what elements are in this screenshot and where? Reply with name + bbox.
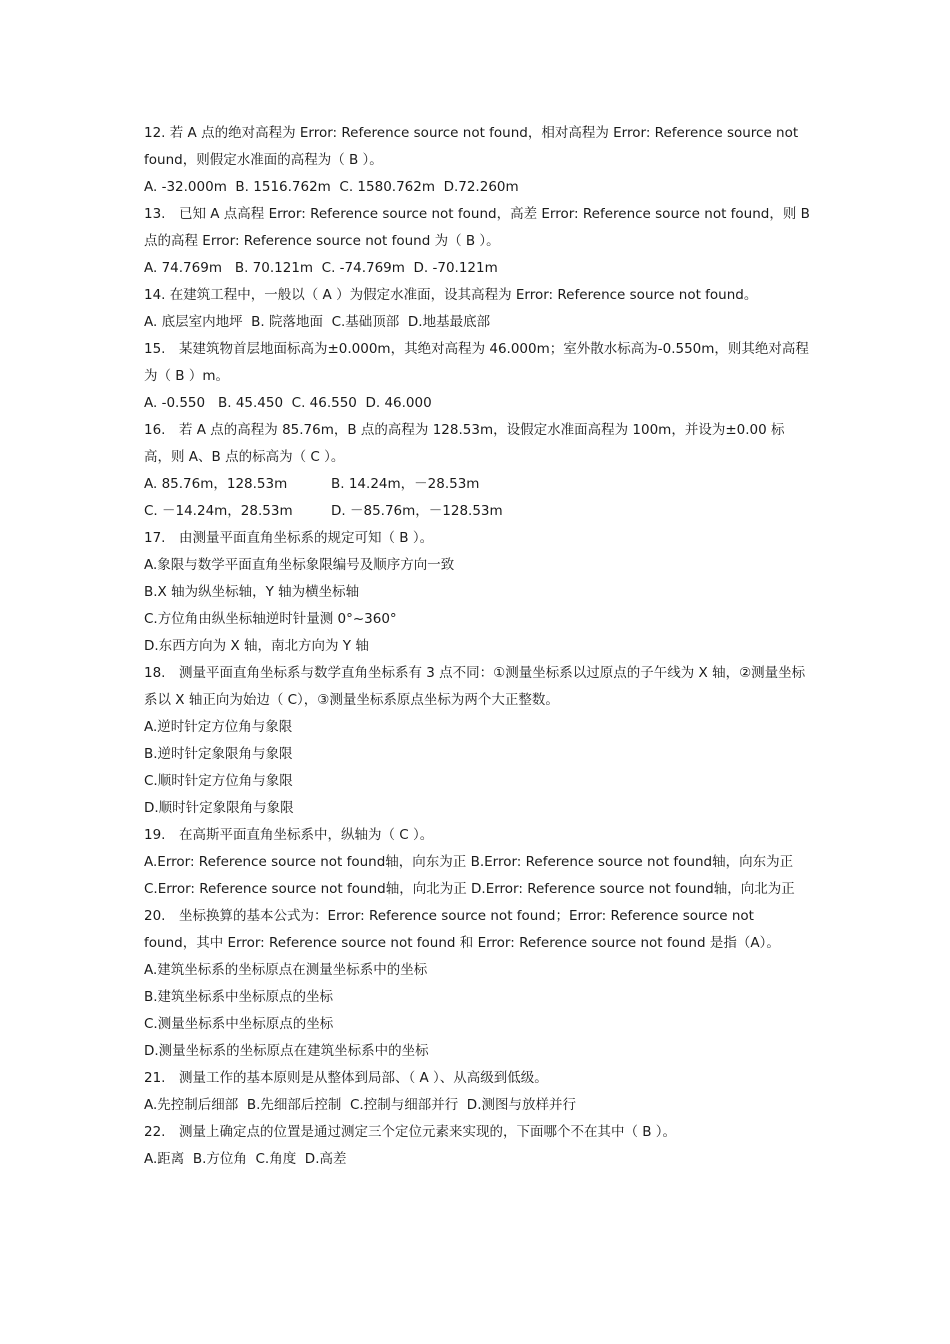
question-list: [144, 120, 810, 1173]
question-16-option-c: C. －14.24m，28.53m: [144, 503, 293, 519]
question-16-options-row-1: [144, 471, 810, 498]
question-17-option-a: A.象限与数学平面直角坐标象限编号及顺序方向一致: [144, 557, 455, 573]
question-19-options: A.Error: Reference source not found轴，向东为正 B.Error: Reference source not found轴，向东为正 C.Error: Reference source not found轴，向北为正 D.Error: Reference source not found轴，向北为正: [144, 854, 795, 897]
question-16-option-d: D. －85.76m，－128.53m: [331, 503, 503, 519]
question-16-option-a: A. 85.76m，128.53m: [144, 476, 288, 492]
question-15-options: A. -0.550 B. 45.450 C. 46.550 D. 46.000: [144, 395, 432, 411]
question-15-stem: 15. 某建筑物首层地面标高为±0.000m，其绝对高程为 46.000m；室外散水标高为-0.550m，则其绝对高程为（ B ）m。: [144, 341, 809, 384]
question-22-stem: 22. 测量上确定点的位置是通过测定三个定位元素来实现的，下面哪个不在其中（ B ）。: [144, 1124, 677, 1140]
question-18-option-b: B.逆时针定象限角与象限: [144, 746, 293, 762]
question-17-stem: 17. 由测量平面直角坐标系的规定可知（ B ）。: [144, 530, 434, 546]
question-13-options: A. 74.769m B. 70.121m C. -74.769m D. -70.121m: [144, 260, 498, 276]
question-17-option-d: D.东西方向为 X 轴，南北方向为 Y 轴: [144, 638, 369, 654]
question-20-option-d: D.测量坐标系的坐标原点在建筑坐标系中的坐标: [144, 1043, 429, 1059]
question-18-option-a: A.逆时针定方位角与象限: [144, 719, 293, 735]
question-17-option-c: C.方位角由纵坐标轴逆时针量测 0°~360°: [144, 611, 397, 627]
question-20-option-b: B.建筑坐标系中坐标原点的坐标: [144, 989, 334, 1005]
question-13-stem: 13. 已知 A 点高程 Error: Reference source not found，高差 Error: Reference source not found，则 B 点的高程 Error: Reference source not found 为（ B ）。: [144, 206, 810, 249]
question-16-stem: 16. 若 A 点的高程为 85.76m，B 点的高程为 128.53m，设假定水准面高程为 100m，并设为±0.00 标高，则 A、B 点的标高为（ C ）。: [144, 422, 785, 465]
question-19-stem: 19. 在高斯平面直角坐标系中，纵轴为（ C ）。: [144, 827, 434, 843]
question-14-options: A. 底层室内地坪 B. 院落地面 C.基础顶部 D.地基最底部: [144, 314, 491, 330]
question-12-options: A. -32.000m B. 1516.762m C. 1580.762m D.72.260m: [144, 179, 519, 195]
question-21-options: A.先控制后细部 B.先细部后控制 C.控制与细部并行 D.测图与放样并行: [144, 1097, 576, 1113]
question-18-option-d: D.顺时针定象限角与象限: [144, 800, 294, 816]
question-16-options-row-2: [144, 498, 810, 525]
question-21-stem: 21. 测量工作的基本原则是从整体到局部、（ A ）、从高级到低级。: [144, 1070, 548, 1086]
question-12-stem: 12. 若 A 点的绝对高程为 Error: Reference source not found，相对高程为 Error: Reference source not found，则假定水准面的高程为（ B ）。: [144, 125, 799, 168]
question-20-option-a: A.建筑坐标系的坐标原点在测量坐标系中的坐标: [144, 962, 428, 978]
question-22-options: A.距离 B.方位角 C.角度 D.高差: [144, 1151, 347, 1167]
question-18-option-c: C.顺时针定方位角与象限: [144, 773, 293, 789]
question-20-option-c: C.测量坐标系中坐标原点的坐标: [144, 1016, 334, 1032]
question-16-option-b: B. 14.24m，－28.53m: [331, 476, 480, 492]
question-17-option-b: B.X 轴为纵坐标轴，Y 轴为横坐标轴: [144, 584, 360, 600]
question-14-stem: 14. 在建筑工程中，一般以（ A ）为假定水准面，设其高程为 Error: Reference source not found。: [144, 287, 758, 303]
question-18-stem: 18. 测量平面直角坐标系与数学直角坐标系有 3 点不同：①测量坐标系以过原点的子午线为 X 轴，②测量坐标系以 X 轴正向为始边（ C），③测量坐标系原点坐标为两个大正整数。: [144, 665, 806, 708]
question-20-stem: 20. 坐标换算的基本公式为：Error: Reference source not found；Error: Reference source not found，其中 Error: Reference source not found 和 Error: Reference source not found 是指（A）。: [144, 908, 780, 951]
